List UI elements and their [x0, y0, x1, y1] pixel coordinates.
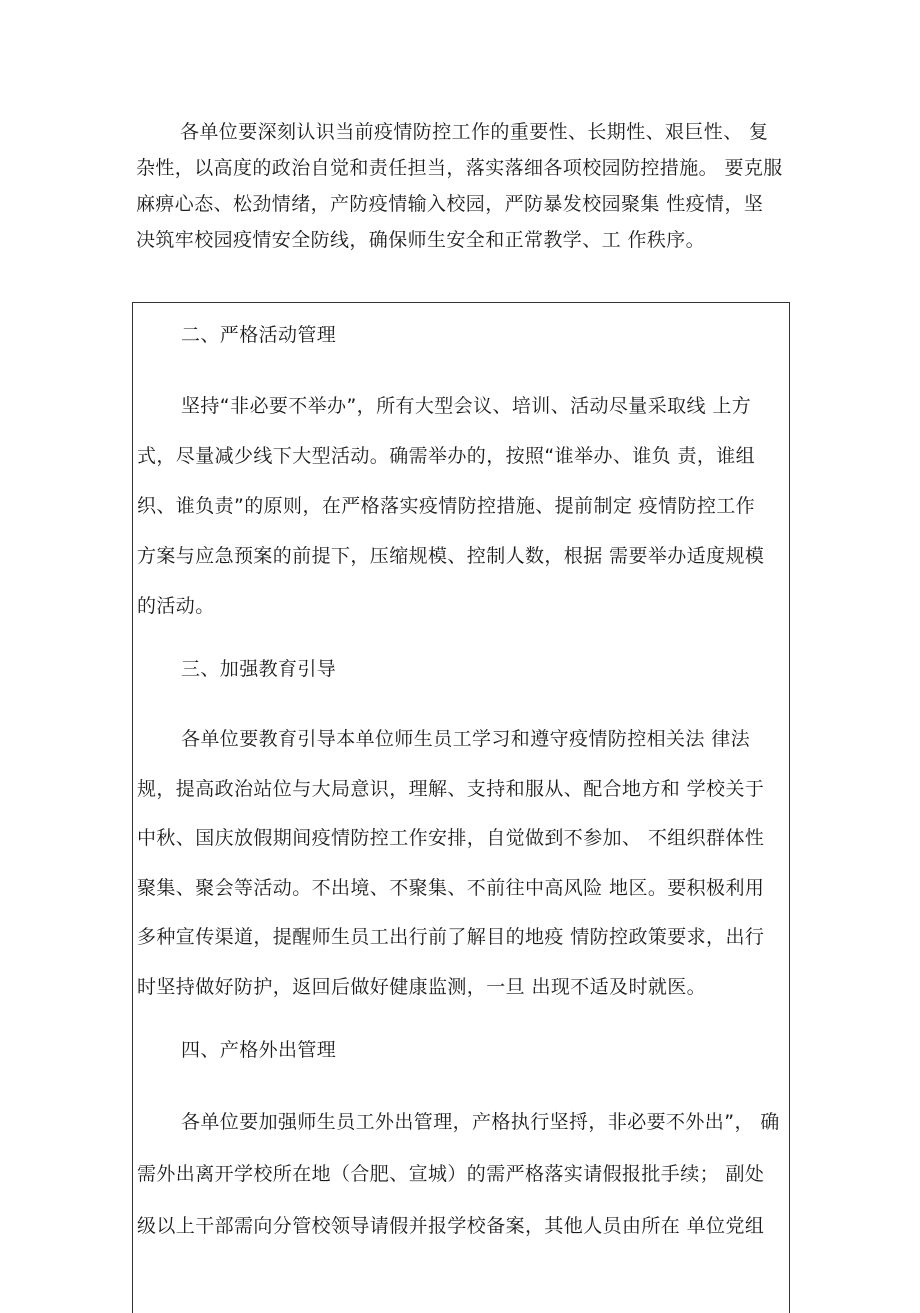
- paragraph-line: 中秋、国庆放假期间疫情防控工作安排，自觉做到不参加、 不组织群体性: [137, 827, 765, 849]
- paragraph-line: 的活动。: [137, 595, 215, 617]
- paragraph-line: 方案与应急预案的前提下，压缩规模、控制人数，根据 需要举办适度规模: [137, 545, 765, 567]
- bordered-content-frame: [132, 302, 790, 1313]
- intro-line: 各单位要深刻认识当前疫情防控工作的重要性、长期性、艰巨性、 复: [180, 121, 769, 143]
- intro-paragraph: [136, 114, 790, 258]
- paragraph-line: 坚持“非必要不举办”，所有大型会议、培训、活动尽量采取线 上方: [181, 395, 752, 417]
- paragraph-line: 时坚持做好防护，返回后做好健康监测，一旦 出现不适及时就医。: [137, 975, 707, 998]
- intro-line: 决筑牢校园疫情安全防线，确保师生安全和正常教学、工 作秩序。: [136, 229, 706, 251]
- section-heading-travel-management: 四、产格外出管理: [181, 1039, 337, 1061]
- intro-line: 麻痹心态、松劲情绪，产防疫情输入校园，严防暴发校园聚集 性疫情，坚: [136, 193, 764, 215]
- section-paragraph-education-guidance: [137, 715, 787, 1012]
- section-paragraph-activity-management: [137, 381, 787, 631]
- frame-content: [137, 317, 787, 1252]
- paragraph-line: 聚集、聚会等活动。不出境、不聚集、不前往中高风险 地区。要积极利用: [137, 876, 765, 899]
- intro-line: 杂性，以高度的政治自觉和责任担当，落实落细各项校园防控措施。 要克服: [136, 157, 783, 179]
- section-paragraph-travel-management: [137, 1096, 787, 1252]
- paragraph-line: 多种宣传渠道，提醒师生员工出行前了解目的地疫 情防控政策要求，出行: [137, 926, 765, 948]
- paragraph-line: 织、谁负责”的原则，在严格落实疫情防控措施、提前制定 疫情防控工作: [137, 495, 756, 517]
- paragraph-line: 式，尽量减少线下大型活动。确需举办的，按照“谁举办、谁负 责，谁组: [137, 445, 756, 467]
- paragraph-line: 需外出离开学校所在地（合肥、宣城）的需严格落实请假报批手续； 副处: [137, 1163, 765, 1185]
- paragraph-line: 各单位要加强师生员工外出管理，产格执行坚捋，非必要不外出”， 确: [181, 1111, 780, 1133]
- paragraph-line: 级以上干部需向分管校领导请假并报学校备案，其他人员由所在 单位党组: [137, 1215, 765, 1237]
- section-heading-activity-management: 二、严格活动管理: [181, 324, 337, 346]
- paragraph-line: 规，提高政治站位与大局意识，理解、支持和服从、配合地方和 学校关于: [137, 777, 765, 800]
- section-heading-education-guidance: 三、加强教育引导: [181, 658, 337, 680]
- paragraph-line: 各单位要教育引导本单位师生员工学习和遵守疫情防控相关法 律法: [181, 728, 751, 750]
